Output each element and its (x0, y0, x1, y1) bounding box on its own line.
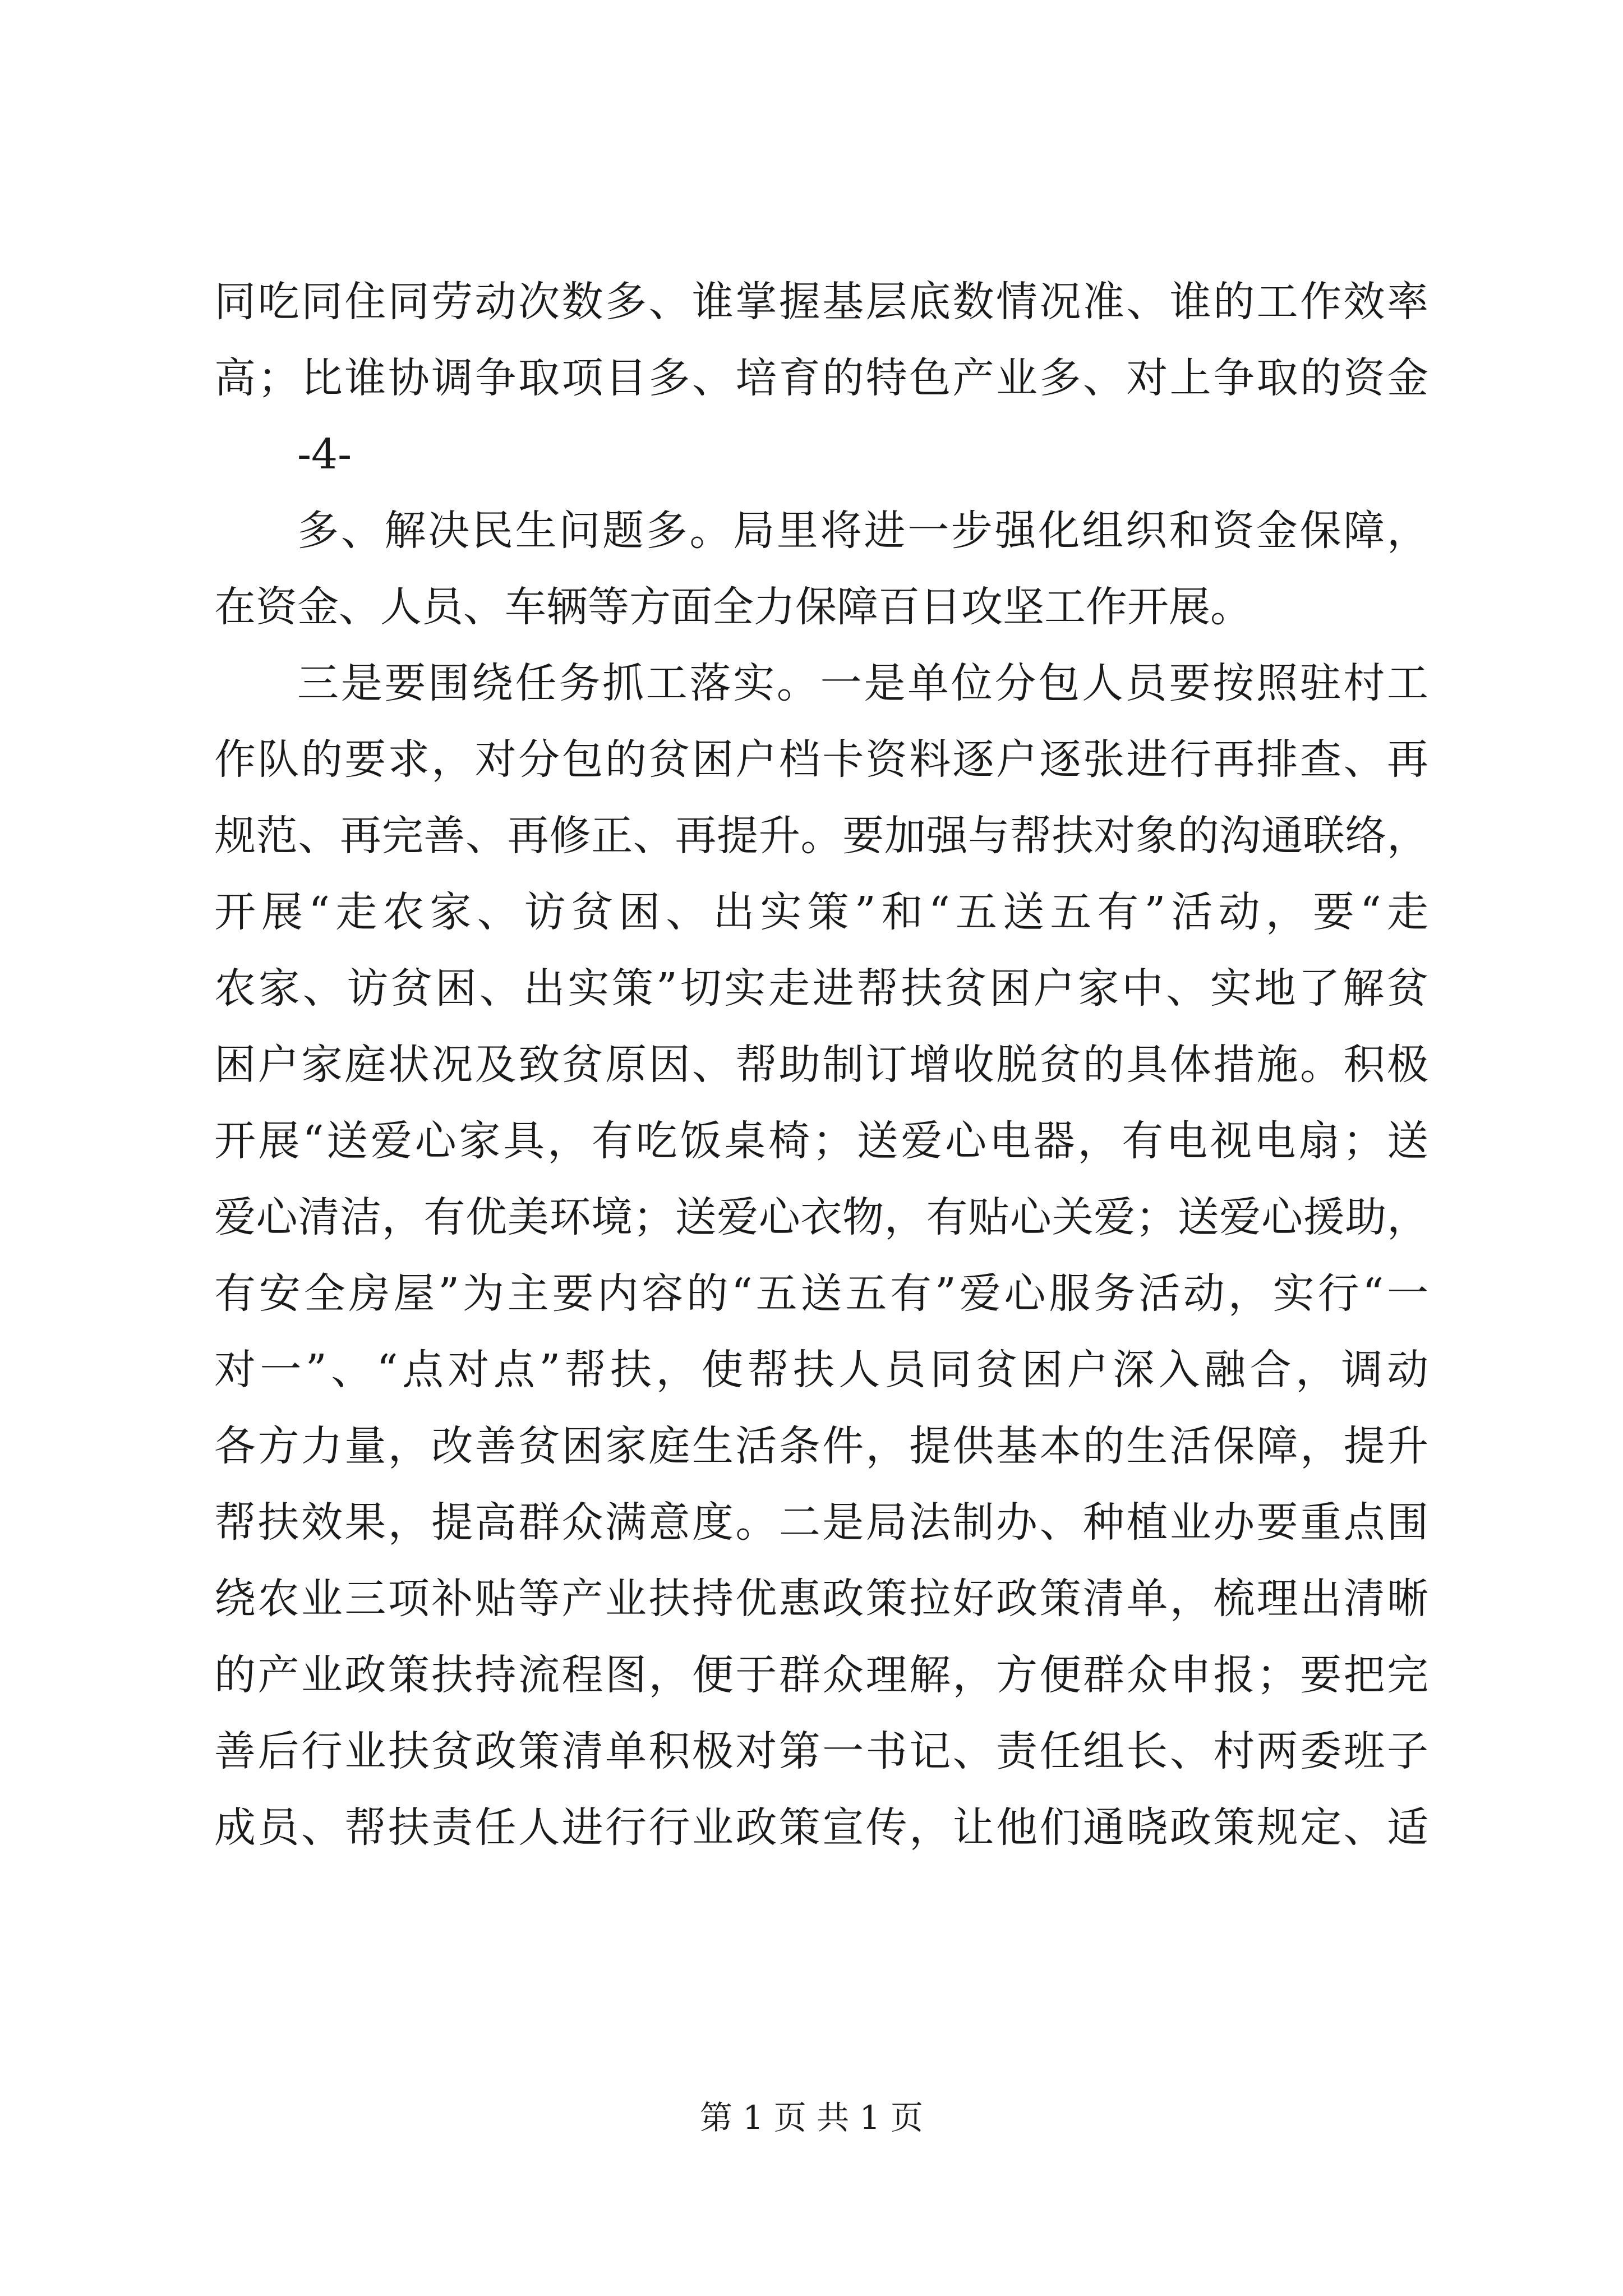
paragraph-line: 多、解决民生问题多。局里将进一步强化组织和资金保障， (297, 507, 1428, 555)
paragraph-line: 对一”、“点对点”帮扶，使帮扶人员同贫困户深入融合，调动 (214, 1346, 1428, 1394)
page-footer: 第 1 页 共 1 页 (700, 2099, 923, 2137)
paragraph-line: 开展“送爱心家具，有吃饭桌椅；送爱心电器，有电视电扇；送 (214, 1117, 1428, 1165)
paragraph-line: 作队的要求，对分包的贫困户档卡资料逐户逐张进行再排查、再 (214, 735, 1428, 784)
paragraph-line: 成员、帮扶责任人进行行业政策宣传，让他们通晓政策规定、适 (214, 1803, 1428, 1852)
paragraph-line: 各方力量，改善贫困家庭生活条件，提供基本的生活保障，提升 (214, 1422, 1428, 1470)
paragraph-line: 绕农业三项补贴等产业扶持优惠政策拉好政策清单，梳理出清晰 (214, 1575, 1428, 1623)
paragraph-line: 在资金、人员、车辆等方面全力保障百日攻坚工作开展。 (214, 583, 1252, 631)
text-line: 同吃同住同劳动次数多、谁掌握基层底数情况准、谁的工作效率 (214, 278, 1428, 326)
paragraph-line: 规范、再完善、再修正、再提升。要加强与帮扶对象的沟通联络， (214, 812, 1428, 860)
paragraph-line: 开展“走农家、访贫困、出实策”和“五送五有”活动，要“走 (214, 888, 1428, 936)
paragraph-line: 困户家庭状况及致贫原因、帮助制订增收脱贫的具体措施。积极 (214, 1041, 1428, 1089)
paragraph-line: 三是要围绕任务抓工落实。一是单位分包人员要按照驻村工 (297, 659, 1428, 707)
page-number-marker: -4- (297, 430, 352, 478)
paragraph-line: 农家、访贫困、出实策”切实走进帮扶贫困户家中、实地了解贫 (214, 964, 1428, 1013)
paragraph-line: 爱心清洁，有优美环境；送爱心衣物，有贴心关爱；送爱心援助， (214, 1193, 1428, 1241)
paragraph-line: 善后行业扶贫政策清单积极对第一书记、责任组长、村两委班子 (214, 1727, 1428, 1775)
paragraph-line: 帮扶效果，提高群众满意度。二是局法制办、种植业办要重点围 (214, 1498, 1428, 1547)
text-line: 高；比谁协调争取项目多、培育的特色产业多、对上争取的资金 (214, 354, 1428, 402)
paragraph-line: 的产业政策扶持流程图，便于群众理解，方便群众申报；要把完 (214, 1651, 1428, 1699)
paragraph-line: 有安全房屋”为主要内容的“五送五有”爱心服务活动，实行“一 (214, 1269, 1428, 1318)
body-text (214, 264, 1428, 1866)
